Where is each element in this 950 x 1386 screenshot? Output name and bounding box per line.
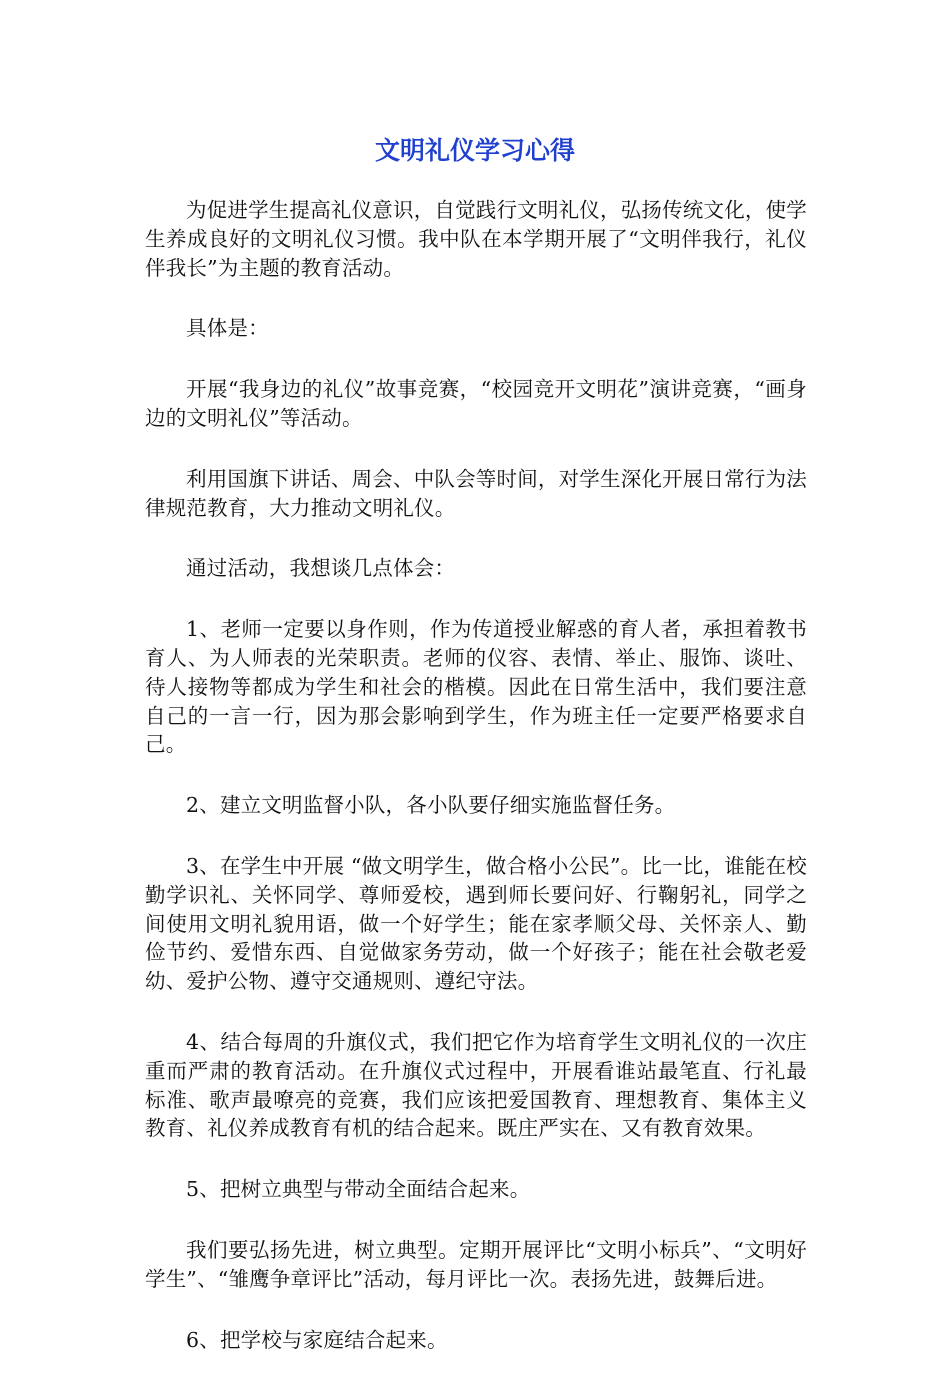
paragraph-role-models: 我们要弘扬先进，树立典型。定期开展评比“文明小标兵”、“文明好学生”、“雏鹰争章评比”活动，每月评比一次。表扬先进，鼓舞后进。: [145, 1237, 807, 1291]
paragraph-intro: 为促进学生提高礼仪意识，自觉践行文明礼仪，弘扬传统文化，使学生养成良好的文明礼仪习惯。我中队在本学期开展了“文明伴我行，礼仪伴我长”为主题的教育活动。: [145, 198, 807, 280]
document-title: 文明礼仪学习心得: [374, 136, 575, 165]
paragraph-point-3: 3、在学生中开展 “做文明学生，做合格小公民”。比一比，谁能在校勤学识礼、关怀同学、尊师爱校，遇到师长要问好、行鞠躬礼，同学之间使用文明礼貌用语，做一个好学生；能在家孝顺父母、关怀亲人、勤俭节约、爱惜东西、自觉做家务劳动，做一个好孩子；能在社会敬老爱幼、爱护公物、遵守交通规则、遵纪守法。: [145, 853, 807, 994]
paragraph-reflections-intro: 通过活动，我想谈几点体会：: [186, 556, 456, 581]
paragraph-point-4: 4、结合每周的升旗仪式，我们把它作为培育学生文明礼仪的一次庄重而严肃的教育活动。在升旗仪式过程中，开展看谁站最笔直、行礼最标准、歌声最嘹亮的竞赛，我们应该把爱国教育、理想教育、集体主义教育、礼仪养成教育有机的结合起来。既庄严实在、又有教育效果。: [145, 1029, 807, 1141]
paragraph-point-2: 2、建立文明监督小队，各小队要仔细实施监督任务。: [186, 793, 676, 818]
paragraph-point-6: 6、把学校与家庭结合起来。: [186, 1327, 448, 1352]
paragraph-point-5: 5、把树立典型与带动全面结合起来。: [186, 1177, 531, 1202]
paragraph-flag-speech: 利用国旗下讲话、周会、中队会等时间，对学生深化开展日常行为法律规范教育，大力推动文明礼仪。: [145, 466, 807, 520]
paragraph-activities: 开展“我身边的礼仪”故事竞赛，“校园竞开文明花”演讲竞赛，“画身边的文明礼仪”等活动。: [145, 377, 807, 430]
paragraph-specifics: 具体是：: [186, 316, 269, 341]
paragraph-point-1: 1、老师一定要以身作则，作为传道授业解惑的育人者，承担着教书育人、为人师表的光荣职责。老师的仪容、表情、举止、服饰、谈吐、待人接物等都成为学生和社会的楷模。因此在日常生活中，我们要注意自己的一言一行，因为那会影响到学生，作为班主任一定要严格要求自己。: [145, 617, 807, 757]
document-body: [145, 196, 807, 1386]
